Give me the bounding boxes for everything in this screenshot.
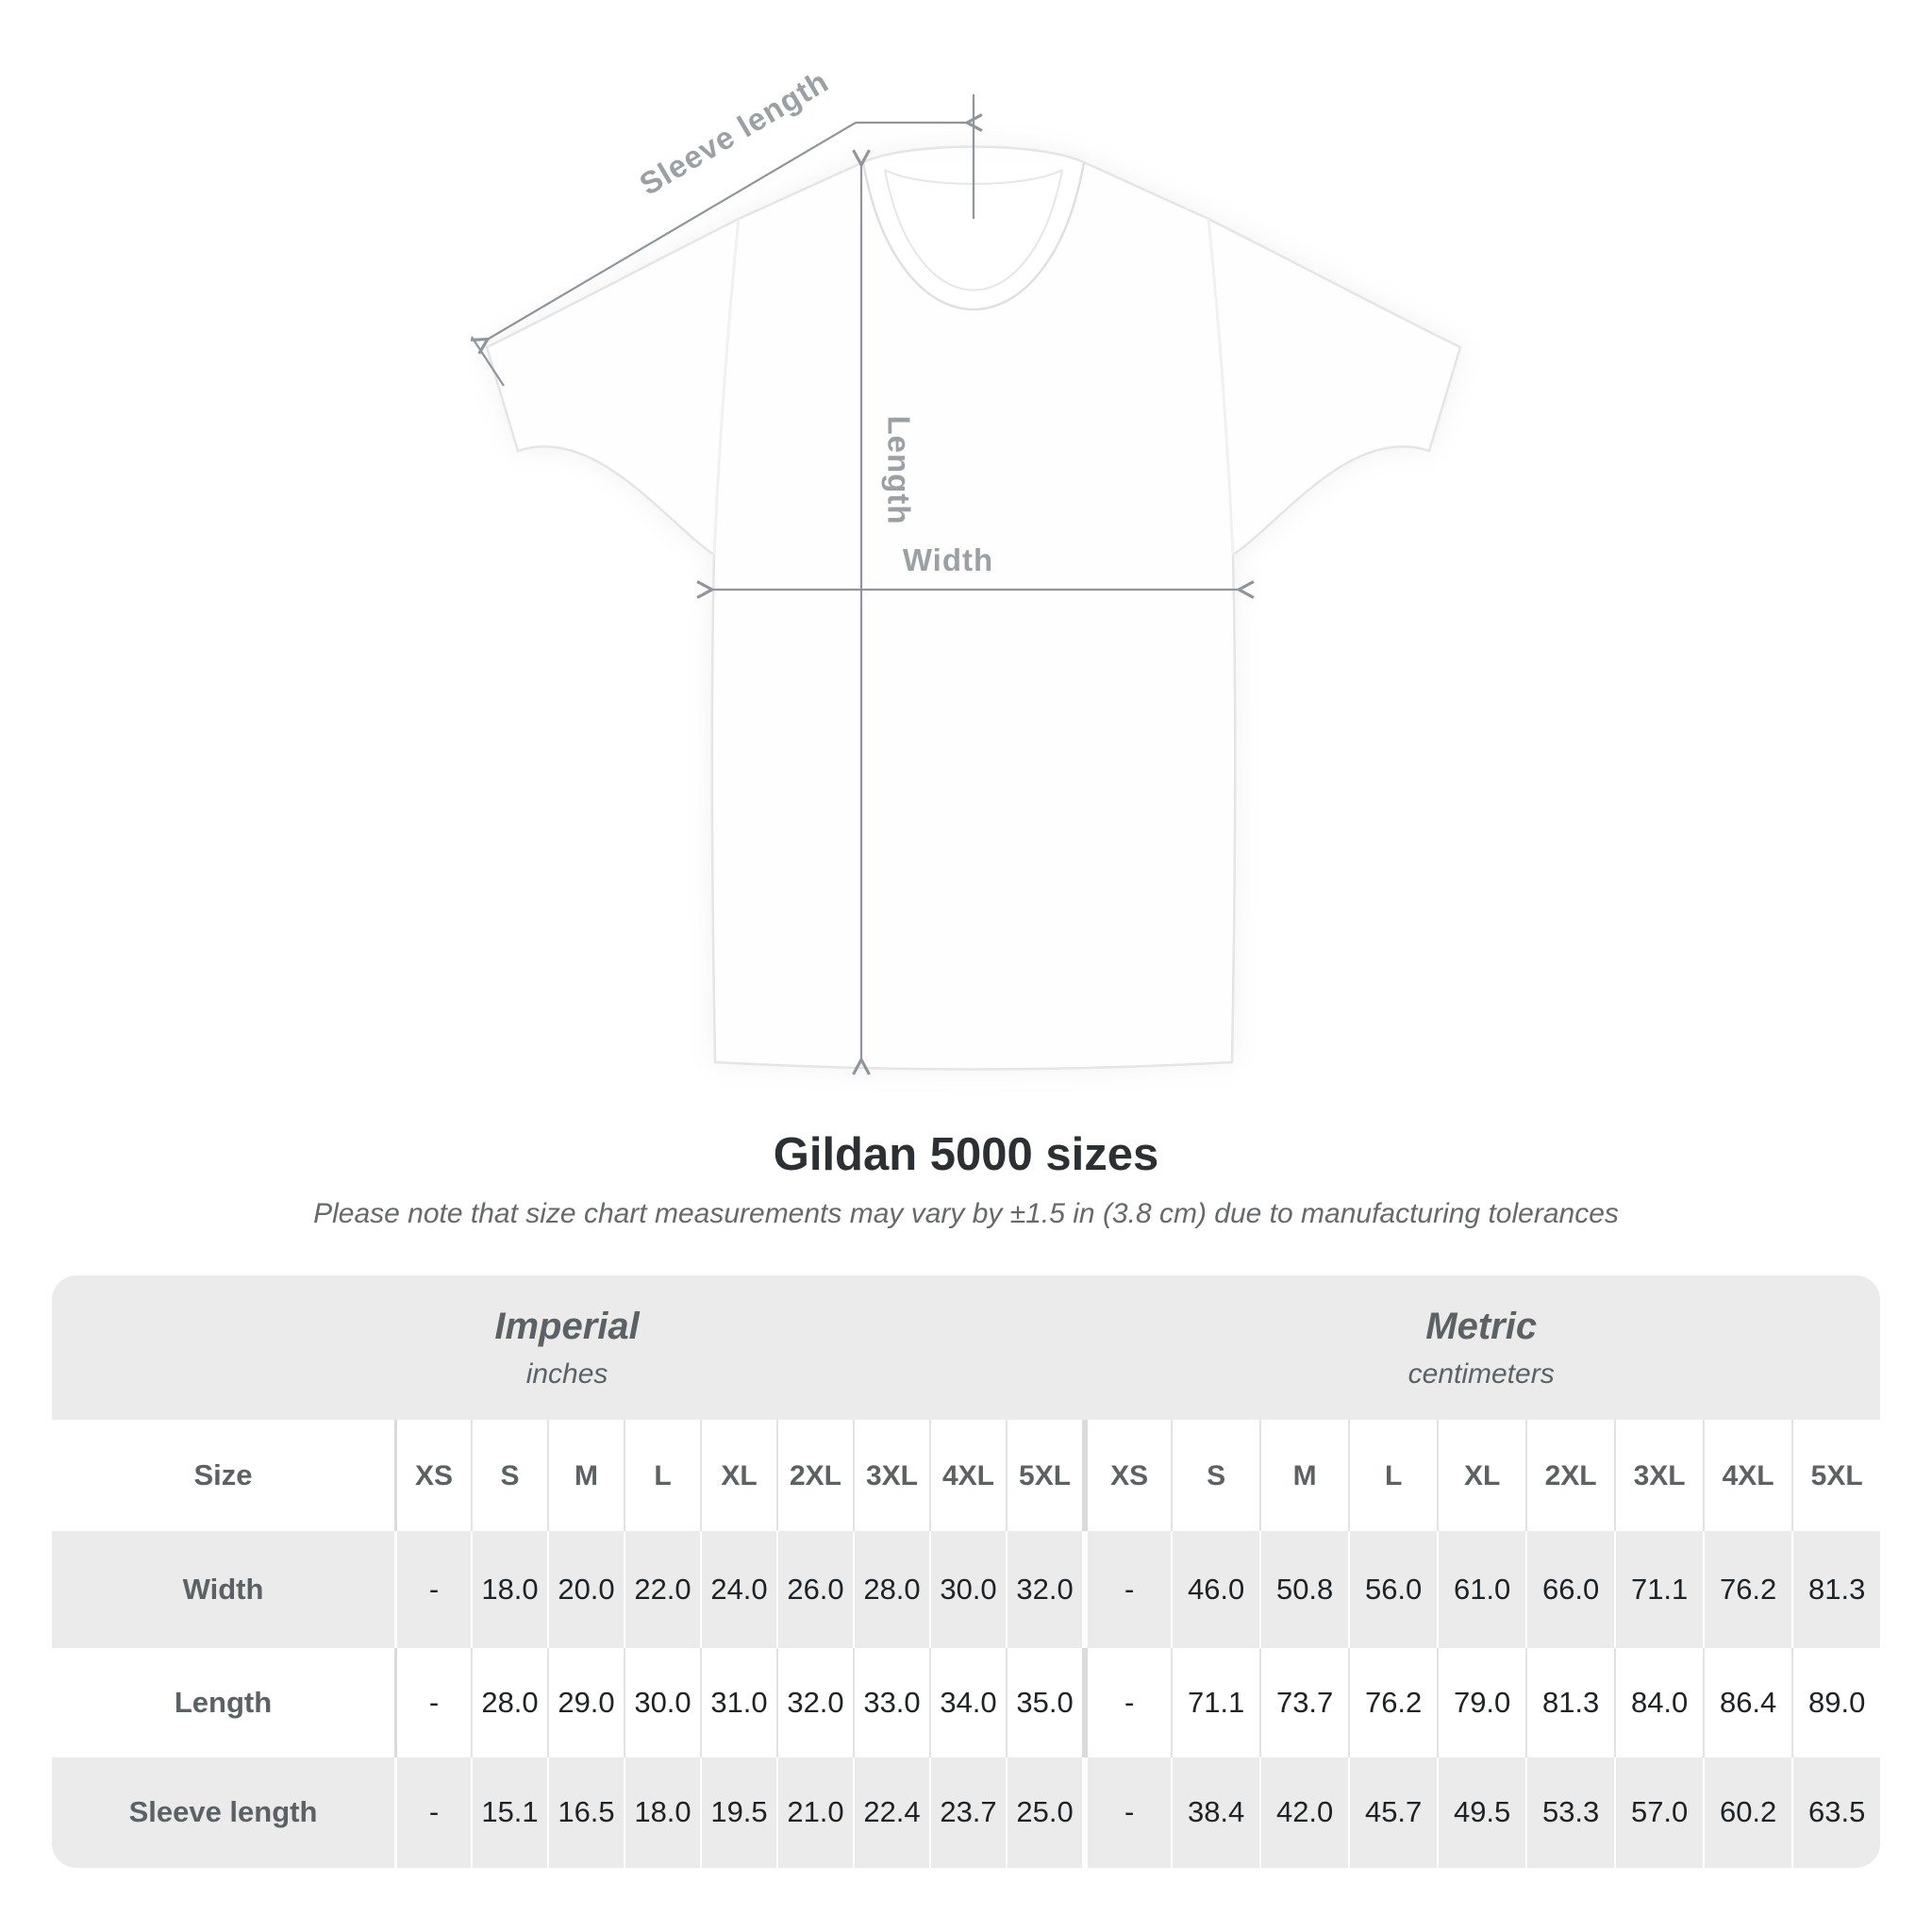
- value-cell: 34.0: [929, 1648, 1006, 1757]
- length-label: Length: [881, 415, 917, 525]
- value-cell: 38.4: [1171, 1757, 1259, 1868]
- value-cell: 60.2: [1703, 1757, 1791, 1868]
- size-header-cell: 2XL: [1525, 1420, 1614, 1531]
- value-cell: 66.0: [1525, 1531, 1614, 1648]
- size-header-cell: 4XL: [929, 1420, 1006, 1531]
- value-cell: 30.0: [929, 1531, 1006, 1648]
- row-label: Width: [52, 1531, 394, 1648]
- size-header-cell: XL: [700, 1420, 776, 1531]
- value-cell: 63.5: [1791, 1757, 1880, 1868]
- value-cell: -: [1082, 1531, 1171, 1648]
- value-cell: 31.0: [700, 1648, 776, 1757]
- value-cell: 29.0: [547, 1648, 624, 1757]
- value-cell: 22.0: [624, 1531, 700, 1648]
- size-header-cell: XL: [1437, 1420, 1525, 1531]
- value-cell: -: [1082, 1648, 1171, 1757]
- value-cell: 33.0: [853, 1648, 929, 1757]
- value-cell: 16.5: [547, 1757, 624, 1868]
- value-cell: 30.0: [624, 1648, 700, 1757]
- width-label: Width: [902, 542, 994, 577]
- size-header-cell: XS: [1082, 1420, 1171, 1531]
- size-header-cell: 3XL: [1614, 1420, 1703, 1531]
- value-cell: 15.1: [471, 1757, 547, 1868]
- value-cell: 20.0: [547, 1531, 624, 1648]
- value-cell: 81.3: [1791, 1531, 1880, 1648]
- size-header-row: [52, 1420, 1880, 1531]
- tshirt-graphic: [487, 147, 1460, 1070]
- value-cell: 89.0: [1791, 1648, 1880, 1757]
- value-cell: 73.7: [1259, 1648, 1348, 1757]
- value-cell: 42.0: [1259, 1757, 1348, 1868]
- value-cell: 28.0: [853, 1531, 929, 1648]
- value-cell: 86.4: [1703, 1648, 1791, 1757]
- unit-group-imperial: [52, 1275, 1082, 1420]
- value-cell: 53.3: [1525, 1757, 1614, 1868]
- value-cell: 76.2: [1348, 1648, 1437, 1757]
- size-header-cell: XS: [394, 1420, 471, 1531]
- size-header-cell: L: [1348, 1420, 1437, 1531]
- value-cell: 50.8: [1259, 1531, 1348, 1648]
- value-cell: 76.2: [1703, 1531, 1791, 1648]
- size-header-cell: 5XL: [1006, 1420, 1082, 1531]
- value-cell: 24.0: [700, 1531, 776, 1648]
- size-header-cell: 2XL: [776, 1420, 853, 1531]
- unit-group-imperial-unit: inches: [525, 1358, 608, 1390]
- value-cell: 19.5: [700, 1757, 776, 1868]
- value-cell: 32.0: [1006, 1531, 1082, 1648]
- row-label: Length: [174, 1685, 273, 1719]
- table-row-length: [52, 1648, 1880, 1757]
- unit-group-metric: [1082, 1275, 1880, 1420]
- size-header-cell: S: [471, 1420, 547, 1531]
- value-cell: 81.3: [1525, 1648, 1614, 1757]
- value-cell: 23.7: [929, 1757, 1006, 1868]
- table-row-sleeve-length: [52, 1757, 1880, 1868]
- size-column-header: Size: [193, 1457, 253, 1491]
- unit-group-imperial-label: Imperial: [494, 1306, 640, 1347]
- value-cell: 57.0: [1614, 1757, 1703, 1868]
- size-header-cell: 5XL: [1791, 1420, 1880, 1531]
- size-header-cell: L: [624, 1420, 700, 1531]
- size-header-cell: M: [547, 1420, 624, 1531]
- value-cell: 71.1: [1614, 1531, 1703, 1648]
- value-cell: 46.0: [1171, 1531, 1259, 1648]
- row-label: Sleeve length: [52, 1757, 394, 1868]
- value-cell: 35.0: [1006, 1648, 1082, 1757]
- unit-group-metric-label: Metric: [1425, 1306, 1538, 1347]
- value-cell: -: [1082, 1757, 1171, 1868]
- value-cell: 79.0: [1437, 1648, 1525, 1757]
- size-header-cell: 3XL: [853, 1420, 929, 1531]
- unit-group-metric-unit: centimeters: [1407, 1358, 1555, 1390]
- chart-title: Gildan 5000 sizes: [773, 1129, 1159, 1180]
- size-chart-table: [52, 1275, 1880, 1868]
- size-header-cell: M: [1259, 1420, 1348, 1531]
- value-cell: 56.0: [1348, 1531, 1437, 1648]
- value-cell: 28.0: [471, 1648, 547, 1757]
- size-header-cell: 4XL: [1703, 1420, 1791, 1531]
- value-cell: 49.5: [1437, 1757, 1525, 1868]
- table-row-width: [52, 1531, 1880, 1648]
- value-cell: -: [394, 1757, 471, 1868]
- sleeve-length-label: Sleeve length: [633, 63, 835, 202]
- value-cell: 61.0: [1437, 1531, 1525, 1648]
- value-cell: 32.0: [776, 1648, 853, 1757]
- chart-subtitle: Please note that size chart measurements may vary by ±1.5 in (3.8 cm) due to manufacturing tolerances: [313, 1198, 1619, 1229]
- value-cell: 26.0: [776, 1531, 853, 1648]
- value-cell: 21.0: [776, 1757, 853, 1868]
- value-cell: 22.4: [853, 1757, 929, 1868]
- size-header-cell: S: [1171, 1420, 1259, 1531]
- value-cell: 18.0: [624, 1757, 700, 1868]
- value-cell: 84.0: [1614, 1648, 1703, 1757]
- value-cell: 25.0: [1006, 1757, 1082, 1868]
- value-cell: 71.1: [1171, 1648, 1259, 1757]
- value-cell: -: [394, 1648, 471, 1757]
- value-cell: -: [394, 1531, 471, 1648]
- unit-band-row: [52, 1275, 1880, 1420]
- value-cell: 18.0: [471, 1531, 547, 1648]
- value-cell: 45.7: [1348, 1757, 1437, 1868]
